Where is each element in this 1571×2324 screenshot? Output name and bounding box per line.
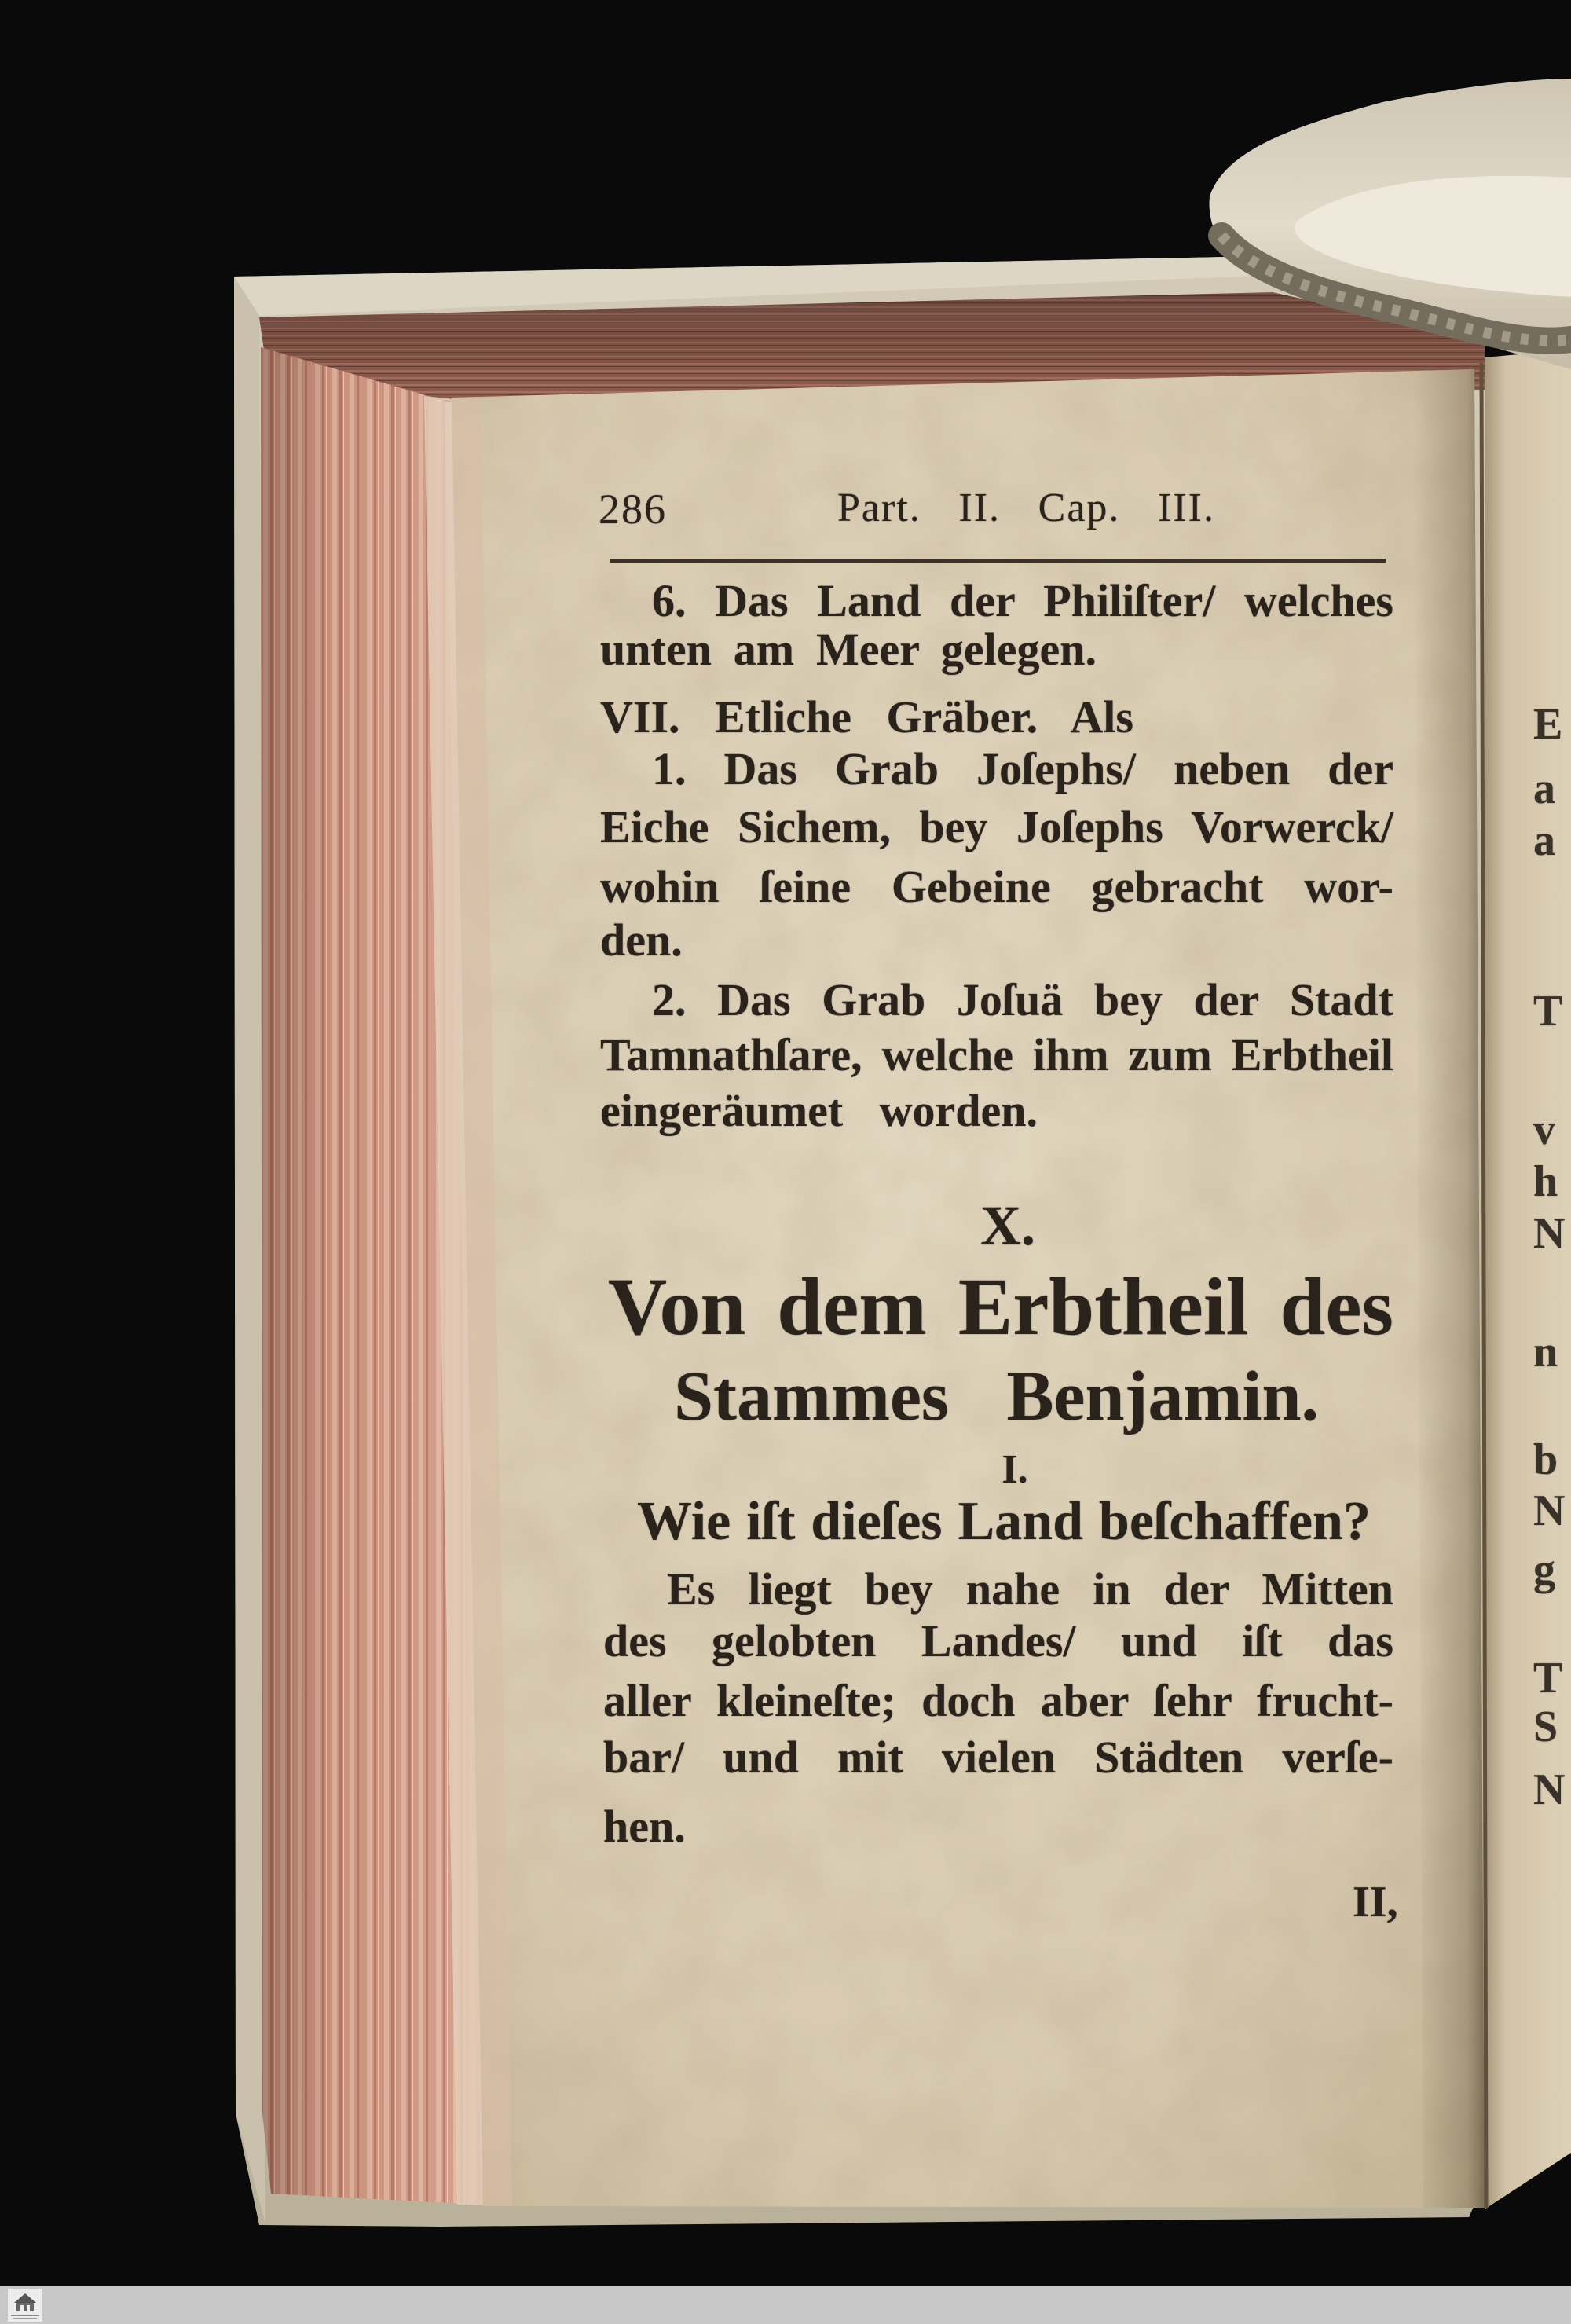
facing-page-fragment: a [1533, 764, 1555, 813]
text-line-10: eingeräumet worden. [600, 1085, 1038, 1136]
text-line-7: den. [600, 915, 683, 966]
running-title: Part. II. Cap. III. [837, 486, 1215, 530]
facing-page-fragment: T [1533, 1654, 1563, 1703]
question-text: Wie iſt dieſes Land beſchaffen? [637, 1491, 1371, 1552]
facing-page-fragment: N [1533, 1209, 1566, 1258]
facing-page-fragment: h [1533, 1157, 1558, 1206]
library-logo-icon [8, 2289, 42, 2322]
facing-page-fragment: n [1533, 1328, 1558, 1376]
facing-page-fragment: a [1533, 816, 1555, 865]
facing-page-fragment: N [1533, 1486, 1566, 1535]
text-line-1: 6. Das Land der Philiſter/ welches [652, 575, 1393, 626]
text-line-4: 1. Das Grab Joſephs/ neben der [652, 743, 1393, 794]
section-heading-line-2: Stammes Benjamin. [674, 1358, 1319, 1435]
text-line-9: Tamnathſare, welche ihm zum Erbtheil [600, 1029, 1393, 1080]
facing-page-fragment: g [1533, 1545, 1555, 1594]
answer-line-1: Es liegt bey nahe in der Mitten [667, 1563, 1393, 1615]
answer-line-5: hen. [603, 1801, 686, 1852]
facing-page-fragment: b [1533, 1435, 1558, 1484]
page-number: 286 [599, 486, 667, 533]
section-heading-line-1: Von dem Erbtheil des [608, 1262, 1393, 1352]
text-line-5: Eiche Sichem, bey Joſephs Vorwerck/ [600, 801, 1393, 852]
footer-bar [0, 2286, 1571, 2324]
facing-page-fragment: v [1533, 1105, 1555, 1154]
catchword: II, [1353, 1878, 1398, 1926]
facing-page-fragment: E [1533, 700, 1563, 749]
text-line-8: 2. Das Grab Joſuä bey der Stadt [652, 974, 1393, 1025]
text-line-3: VII. Etliche Gräber. Als [600, 691, 1133, 742]
facing-page-fragment: N [1533, 1765, 1566, 1814]
text-line-2: unten am Meer gelegen. [600, 624, 1097, 675]
answer-line-2: des gelobten Landes/ und iſt das [603, 1615, 1393, 1666]
answer-line-4: bar/ und mit vielen Städten verſe- [603, 1732, 1393, 1783]
question-numeral: I. [1002, 1447, 1028, 1492]
facing-page-fragment: S [1533, 1703, 1558, 1751]
section-numeral: X. [980, 1194, 1035, 1257]
header-rule [610, 559, 1386, 563]
text-line-6: wohin ſeine Gebeine gebracht wor- [600, 861, 1393, 912]
gutter-shadow [1414, 369, 1485, 2208]
answer-line-3: aller kleineſte; doch aber ſehr frucht- [603, 1675, 1393, 1726]
facing-page-fragment: T [1533, 987, 1563, 1036]
facing-page [1485, 350, 1571, 2209]
